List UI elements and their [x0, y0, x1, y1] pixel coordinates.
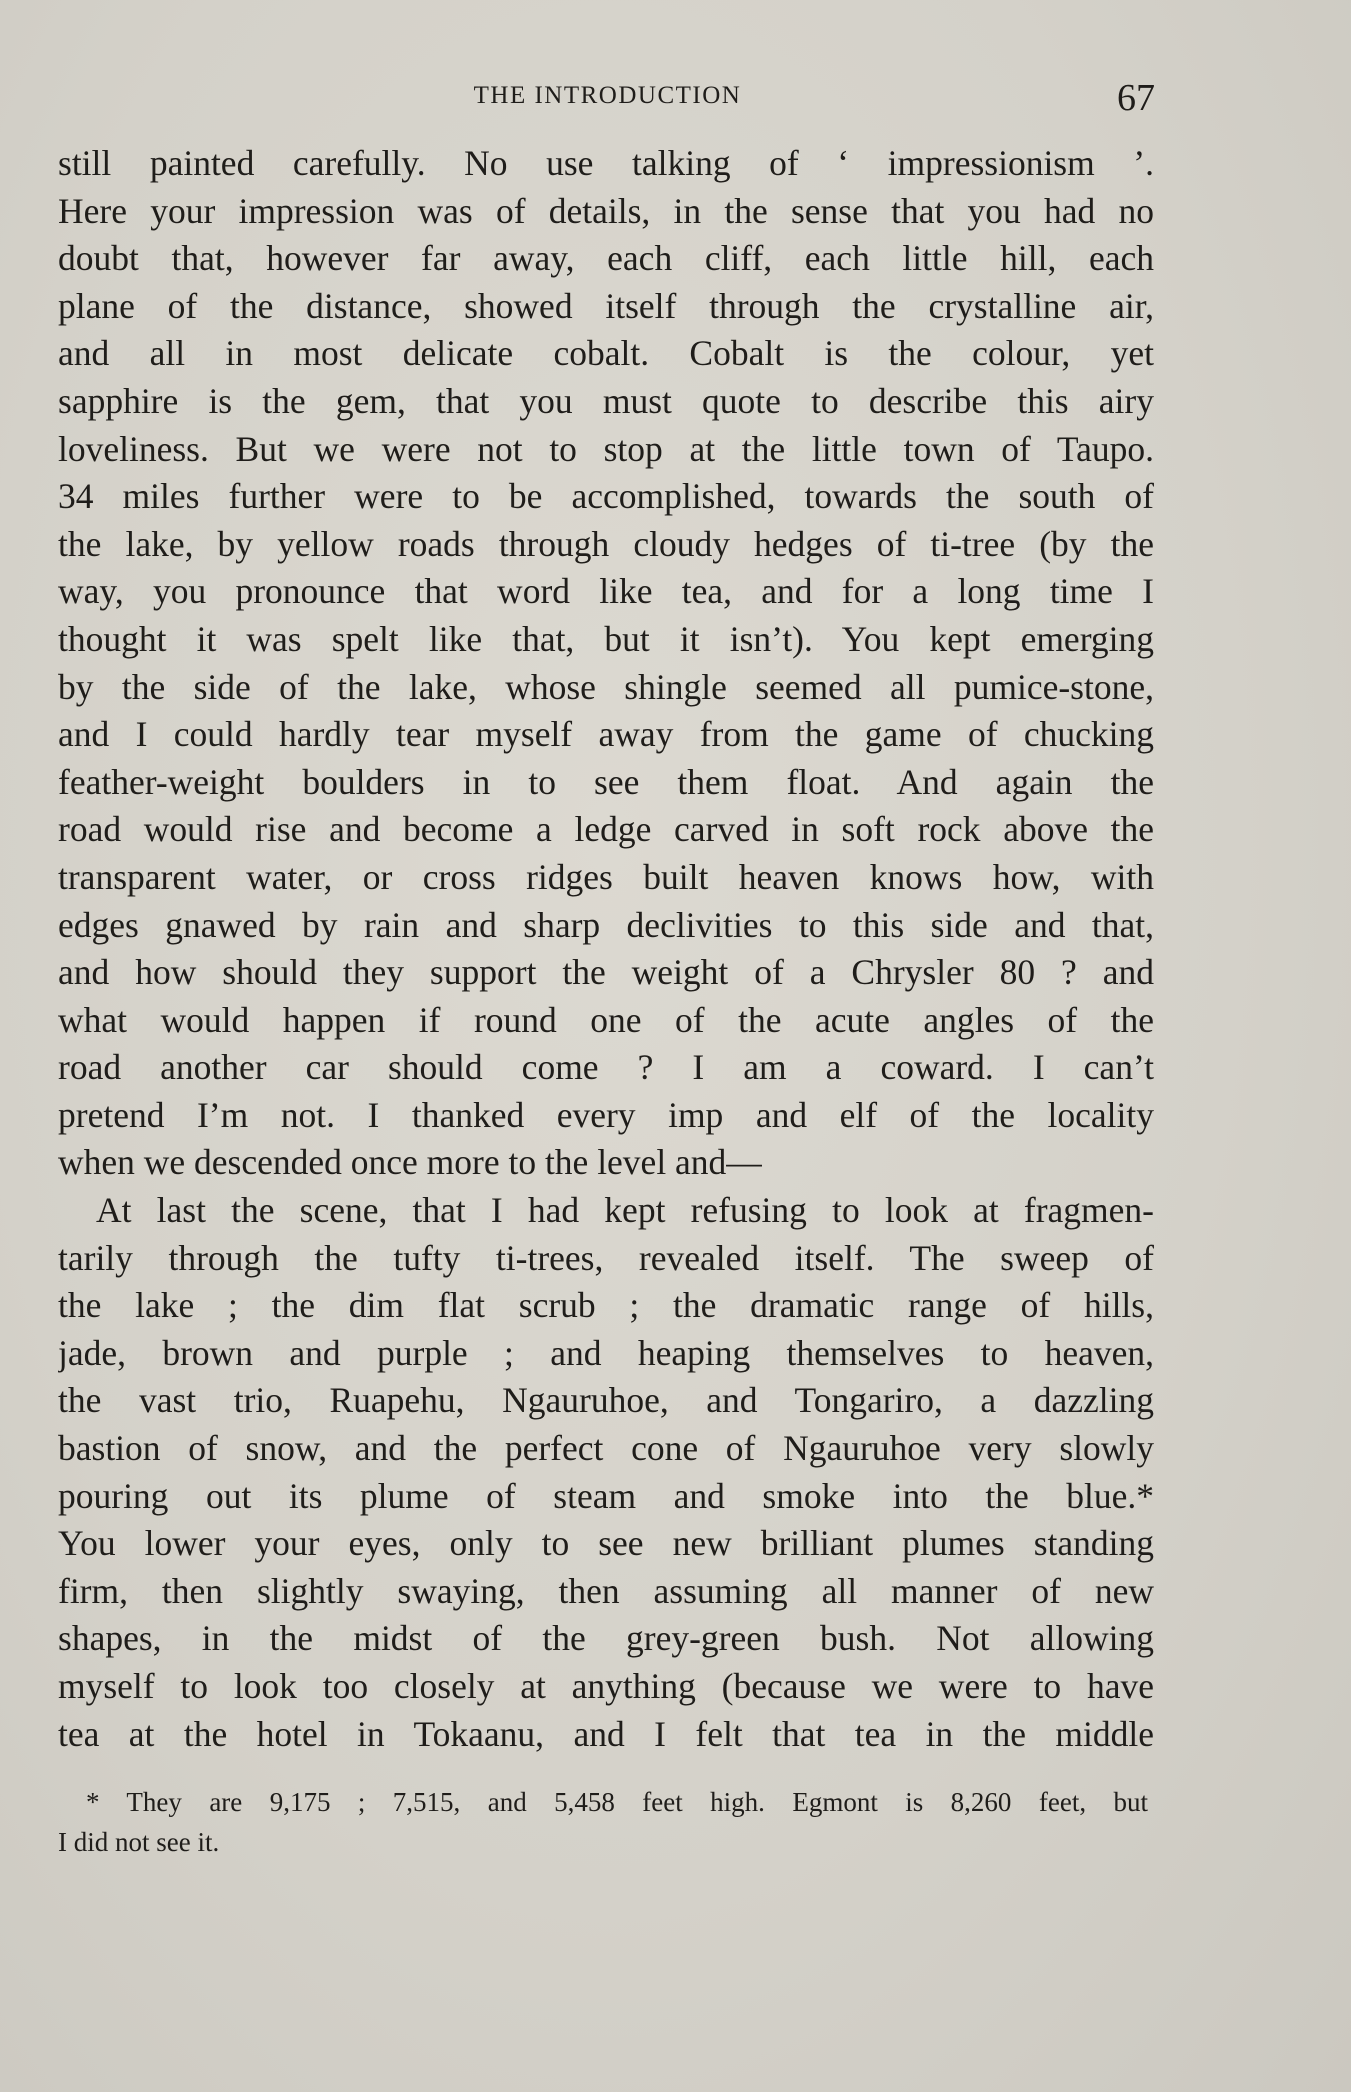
footnote-line: I did not see it. [58, 1827, 220, 1857]
text-line: and how should they support the weight of a Chrysler 80 ? and [58, 952, 1154, 993]
text-line: doubt that, however far away, each cliff, each little hill, each [58, 238, 1154, 279]
text-line: still painted carefully. No use talking of ‘ impressionism ’. [58, 143, 1154, 183]
text-line-paragraph-start: At last the scene, that I had kept refusing to look at fragmen- [96, 1190, 1154, 1231]
text-line: pouring out its plume of steam and smoke into the blue.* [58, 1475, 1154, 1516]
text-line: bastion of snow, and the perfect cone of Ngauruhoe very slowly [58, 1428, 1154, 1469]
text-line: plane of the distance, showed itself through the crystalline air, [58, 285, 1154, 326]
text-line: myself to look too closely at anything (because we were to have [58, 1666, 1154, 1706]
text-line: the vast trio, Ruapehu, Ngauruhoe, and Tongariro, a dazzling [58, 1380, 1154, 1421]
text-line: the lake ; the dim flat scrub ; the dramatic range of hills, [58, 1285, 1154, 1326]
running-head [60, 76, 1155, 119]
text-line: road would rise and become a ledge carved in soft rock above the [58, 809, 1154, 850]
text-line: sapphire is the gem, that you must quote to describe this airy [58, 380, 1154, 421]
text-line: You lower your eyes, only to see new brilliant plumes standing [58, 1523, 1154, 1564]
body-text [58, 140, 1154, 1758]
running-title: THE INTRODUCTION [473, 82, 742, 109]
text-line: tarily through the tufty ti-trees, revealed itself. The sweep of [58, 1237, 1154, 1278]
text-line: and all in most delicate cobalt. Cobalt is the colour, yet [58, 333, 1154, 374]
page-number: 67 [1117, 77, 1155, 119]
text-line: Here your impression was of details, in the sense that you had no [58, 190, 1154, 231]
footnote [58, 1782, 1148, 1862]
text-line: 34 miles further were to be accomplished, towards the south of [58, 476, 1154, 517]
text-line: pretend I’m not. I thanked every imp and elf of the locality [58, 1094, 1154, 1135]
text-line: jade, brown and purple ; and heaping themselves to heaven, [58, 1332, 1154, 1373]
text-line: and I could hardly tear myself away from the game of chucking [58, 714, 1154, 755]
text-line: road another car should come ? I am a coward. I can’t [58, 1047, 1154, 1088]
text-line: edges gnawed by rain and sharp declivities to this side and that, [58, 904, 1154, 945]
text-line: by the side of the lake, whose shingle seemed all pumice-stone, [58, 666, 1154, 707]
text-line: way, you pronounce that word like tea, and for a long time I [58, 571, 1154, 612]
text-line: thought it was spelt like that, but it isn’t). You kept emerging [58, 618, 1154, 659]
text-line: loveliness. But we were not to stop at the little town of Taupo. [58, 428, 1154, 469]
text-line: transparent water, or cross ridges built heaven knows how, with [58, 856, 1154, 897]
text-line: what would happen if round one of the acute angles of the [58, 999, 1154, 1040]
text-line: feather-weight boulders in to see them float. And again the [58, 761, 1154, 802]
text-line: the lake, by yellow roads through cloudy hedges of ti-tree (by the [58, 523, 1154, 564]
text-line: firm, then slightly swaying, then assuming all manner of new [58, 1570, 1154, 1611]
footnote-line: * They are 9,175 ; 7,515, and 5,458 feet high. Egmont is 8,260 feet, but [86, 1787, 1148, 1817]
text-line: tea at the hotel in Tokaanu, and I felt that tea in the middle [58, 1713, 1154, 1754]
text-line: when we descended once more to the level and— [58, 1142, 762, 1183]
text-line: shapes, in the midst of the grey-green bush. Not allowing [58, 1618, 1154, 1659]
